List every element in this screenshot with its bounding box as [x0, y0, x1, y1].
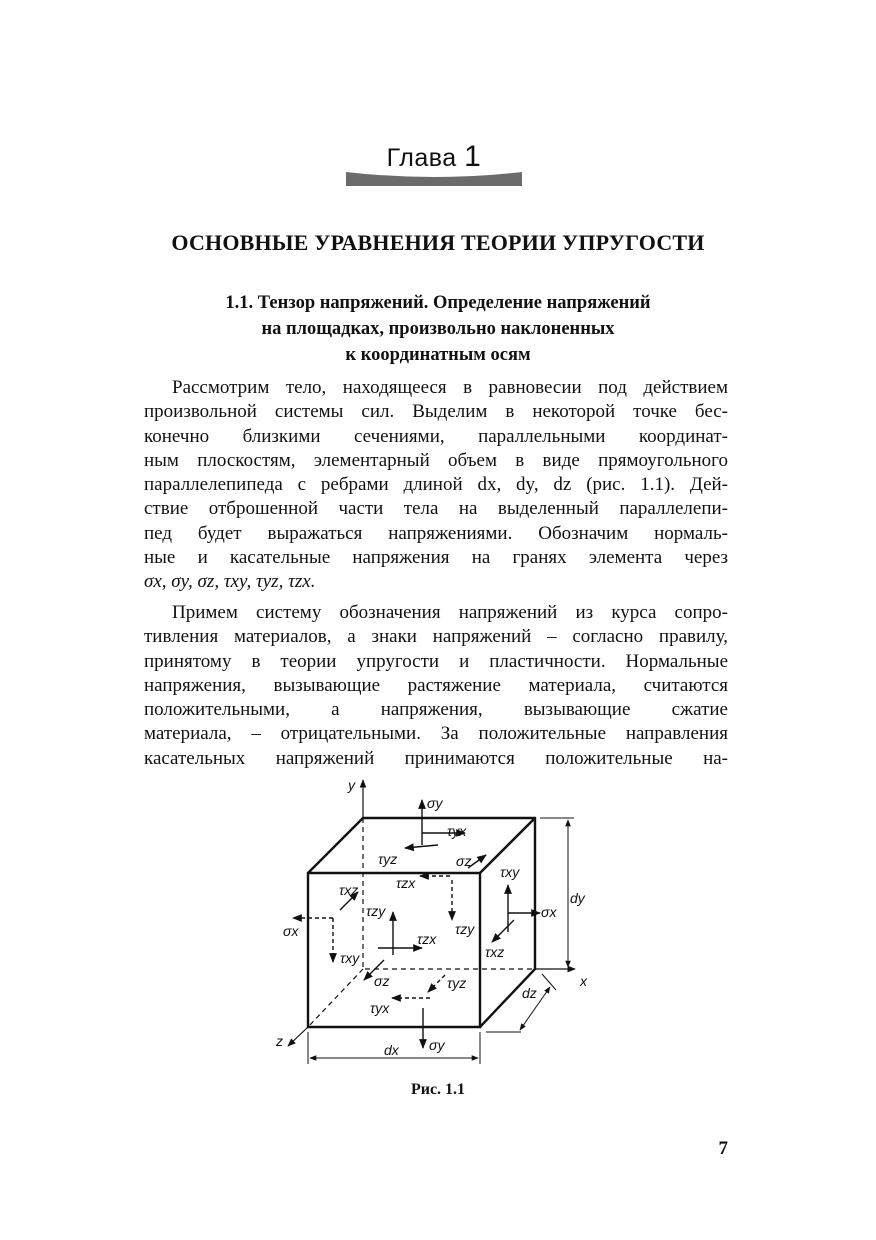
- text-line: Примем систему обозначения напряжений из курса сопро-: [172, 602, 728, 623]
- y-axis-label: y: [348, 777, 355, 793]
- section-title-line: к координатным осям: [345, 345, 531, 365]
- tau-xy-left-label: τxy: [340, 950, 360, 966]
- chapter-underline-bar: [346, 172, 522, 188]
- tau-xz-left-label: τxz: [339, 882, 359, 898]
- text-line: тивления материалов, а знаки напряжений – согласно правилу,: [144, 626, 728, 648]
- dz-label: dz: [522, 985, 537, 1001]
- section-title-line: на площадках, произвольно наклоненных: [261, 319, 615, 339]
- sigma-x-left-label: σx: [283, 923, 299, 939]
- x-axis-label: x: [580, 973, 587, 989]
- text-line: Рассмотрим тело, находящееся в равновесии под действием: [172, 377, 728, 398]
- dy-label: dy: [570, 890, 585, 906]
- paragraph-1: [144, 376, 728, 570]
- chapter-heading: [346, 138, 522, 190]
- tau-zx-back-label: τzx: [417, 931, 437, 947]
- page-number: 7: [718, 1138, 728, 1159]
- tau-yx-top-label: τyx: [447, 823, 467, 839]
- sigma-y-top-label: σy: [427, 795, 443, 811]
- tau-zy-front-label: τzy: [455, 921, 475, 937]
- text-line: напряжения, вызывающие растяжение материала, считаются: [144, 674, 728, 696]
- tau-xz-right-label: τxz: [485, 944, 505, 960]
- stress-labels: [283, 795, 557, 1053]
- paragraph-2: [144, 601, 728, 771]
- stress-arrows: [293, 800, 540, 1048]
- text-line: положительными, а напряжения, вызывающие сжатие: [144, 699, 728, 721]
- cube-edges: [308, 818, 535, 1027]
- text-line: ствие отброшенной части тела на выделенный параллелепи-: [144, 498, 728, 520]
- z-axis-label: z: [276, 1033, 283, 1049]
- tau-yz-top-label: τyz: [378, 851, 398, 867]
- dx-label: dx: [384, 1042, 399, 1058]
- tau-yz-bottom-label: τyz: [447, 975, 467, 991]
- text-line: конечно близкими сечениями, параллельными координат-: [144, 425, 728, 447]
- stress-symbols: σx, σy, σz, τxy, τyz, τzx.: [144, 571, 316, 592]
- chapter-label: Глава: [386, 144, 457, 172]
- tau-zy-back-label: τzy: [366, 903, 386, 919]
- section-title: [0, 290, 876, 368]
- figure-caption: Рис. 1.1: [410, 1081, 466, 1098]
- figure-stress-element: [270, 770, 610, 1070]
- text-line: ным плоскостям, элементарный объем в виде прямоугольного: [144, 449, 728, 471]
- z-axis-arrow: [288, 1027, 308, 1046]
- text-line: касательных напряжений принимаются положительные на-: [144, 747, 728, 769]
- section-title-line: 1.1. Тензор напряжений. Определение напряжений: [225, 293, 651, 313]
- text-line: пед будет выражаться напряжениями. Обозначим нормаль-: [144, 522, 728, 544]
- text-line: параллелепипеда с ребрами длиной dx, dy, dz (рис. 1.1). Дей-: [144, 474, 728, 496]
- sigma-x-right-label: σx: [541, 904, 557, 920]
- stress-cube-diagram: [270, 770, 610, 1070]
- tau-zx-front-label: τzx: [396, 875, 416, 891]
- text-line: произвольной системы сил. Выделим в некоторой точке бес-: [144, 401, 728, 423]
- tau-xy-right-label: τxy: [500, 864, 520, 880]
- text-line: ные и касательные напряжения на гранях элемента через: [144, 547, 728, 569]
- text-line: материала, – отрицательными. За положительные направления: [144, 723, 728, 745]
- tau-yx-bottom-label: τyx: [370, 1000, 390, 1016]
- sigma-z-front-label: σz: [456, 853, 472, 869]
- sigma-z-back-label: σz: [374, 973, 390, 989]
- text-line: принятому в теории упругости и пластичности. Нормальные: [144, 650, 728, 672]
- chapter-number: 1: [464, 140, 482, 173]
- sigma-y-bottom-label: σy: [429, 1037, 445, 1053]
- chapter-title: ОСНОВНЫЕ УРАВНЕНИЯ ТЕОРИИ УПРУГОСТИ: [171, 230, 705, 255]
